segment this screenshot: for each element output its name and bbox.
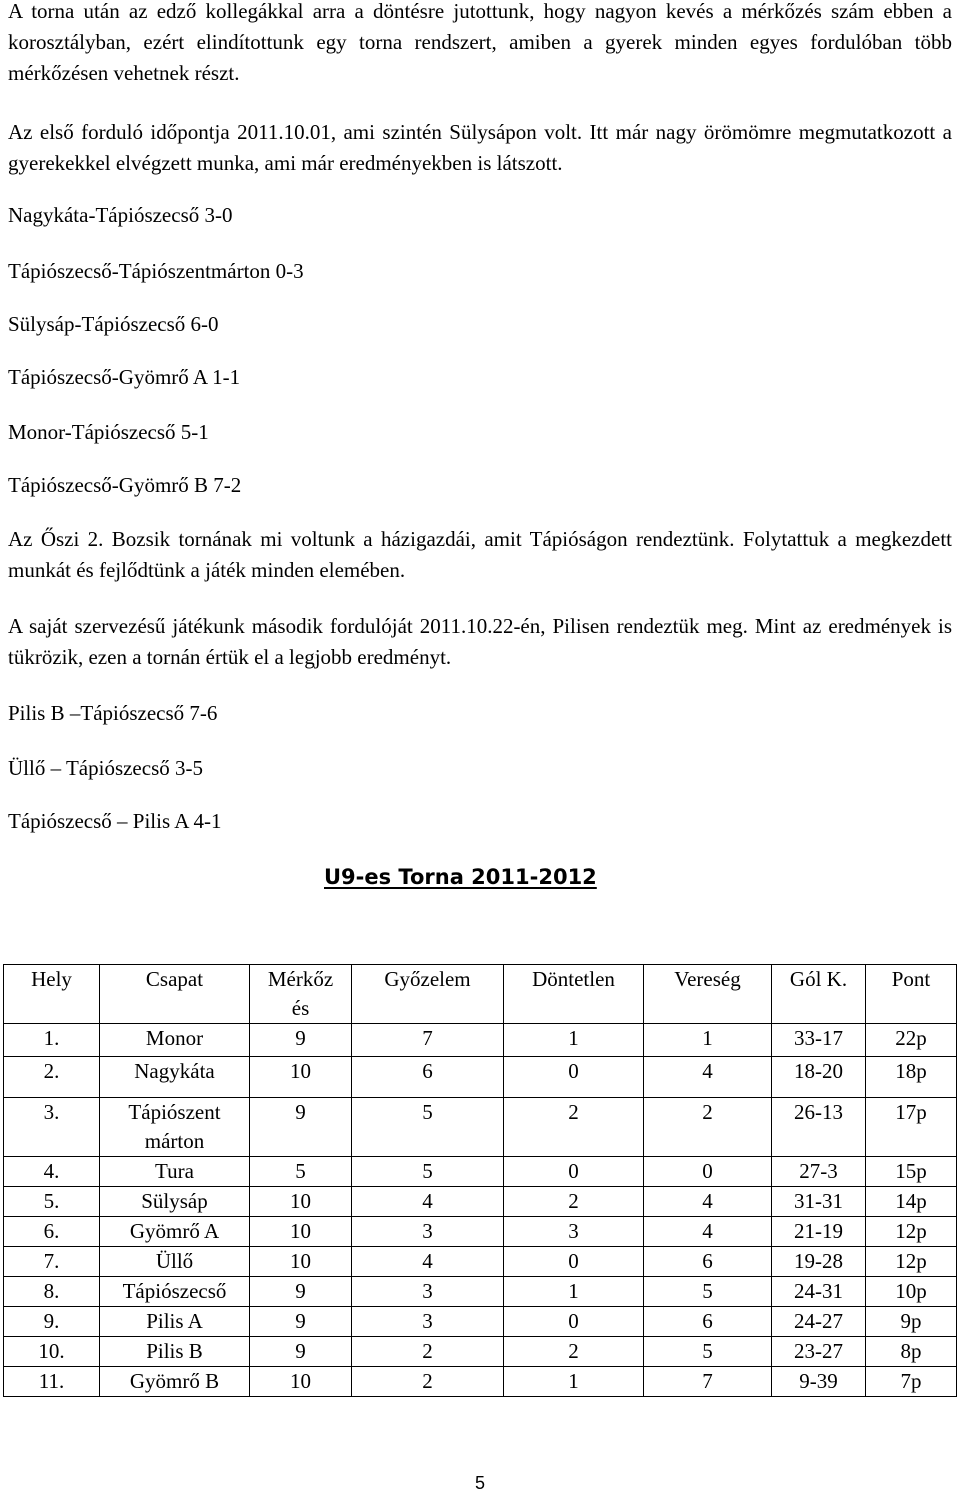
table-cell: 7.: [4, 1247, 100, 1277]
table-cell: 0: [504, 1247, 644, 1277]
table-row: [4, 1337, 957, 1367]
header-cell: Csapat: [100, 965, 250, 1024]
table-cell: 2: [504, 1337, 644, 1367]
paragraph-first-round: Az első forduló időpontja 2011.10.01, ami szintén Sülysápon volt. Itt már nagy örömömre megmutatkozott a gyerekekkel elvégzett munka, ami már eredményekben is látszott.: [8, 120, 952, 175]
table-row: [4, 1157, 957, 1187]
table-cell: Gyömrő B: [100, 1367, 250, 1397]
table-cell: 2: [352, 1367, 504, 1397]
table-cell: 18p: [866, 1057, 957, 1098]
table-cell: Nagykáta: [100, 1057, 250, 1098]
table-row: [4, 1098, 957, 1157]
table-cell: 9: [250, 1307, 352, 1337]
table-cell: Gyömrő A: [100, 1217, 250, 1247]
header-cell: Vereség: [644, 965, 772, 1024]
table-cell: 5: [250, 1157, 352, 1187]
table-row: [4, 1277, 957, 1307]
table-cell: 33-17: [772, 1024, 866, 1057]
table-cell: Pilis B: [100, 1337, 250, 1367]
table-row: [4, 1367, 957, 1397]
table-cell: 24-27: [772, 1307, 866, 1337]
table-cell: 26-13: [772, 1098, 866, 1157]
table-cell: 3: [352, 1277, 504, 1307]
result-line: Tápiószecső-Gyömrő A 1-1: [8, 365, 241, 389]
table-cell: 9: [250, 1277, 352, 1307]
table-cell: 11.: [4, 1367, 100, 1397]
table-cell: 9: [250, 1098, 352, 1157]
table-cell: 3: [352, 1307, 504, 1337]
table-cell: 14p: [866, 1187, 957, 1217]
result-line: Pilis B –Tápiószecső 7-6: [8, 701, 218, 725]
table-cell: 9-39: [772, 1367, 866, 1397]
table-cell: Pilis A: [100, 1307, 250, 1337]
table-cell: 31-31: [772, 1187, 866, 1217]
table-cell: 10: [250, 1217, 352, 1247]
table-cell: 9: [250, 1337, 352, 1367]
table-cell: Tura: [100, 1157, 250, 1187]
table-cell: 19-28: [772, 1247, 866, 1277]
table-cell: 10: [250, 1057, 352, 1098]
table-cell: Tápiószent márton: [100, 1098, 250, 1157]
table-cell: 9: [250, 1024, 352, 1057]
table-row: [4, 1217, 957, 1247]
result-line: Monor-Tápiószecső 5-1: [8, 420, 209, 444]
result-line: Üllő – Tápiószecső 3-5: [8, 756, 203, 780]
table-cell: 2.: [4, 1057, 100, 1098]
header-cell: Hely: [4, 965, 100, 1024]
table-cell: 2: [504, 1187, 644, 1217]
table-cell: 24-31: [772, 1277, 866, 1307]
table-cell: 7: [644, 1367, 772, 1397]
header-cell: Mérkőz és: [250, 965, 352, 1024]
table-cell: 4.: [4, 1157, 100, 1187]
table-cell: 5: [644, 1277, 772, 1307]
table-cell: 6: [644, 1247, 772, 1277]
table-cell: 1: [644, 1024, 772, 1057]
table-cell: 9.: [4, 1307, 100, 1337]
paragraph-second-round: A saját szervezésű játékunk második fordulóját 2011.10.22-én, Pilisen rendeztük meg. Mint az eredmények is tükrözik, ezen a tornán értük el a legjobb eredményt.: [8, 614, 952, 669]
standings-table: [3, 964, 957, 1397]
result-line: Tápiószecső-Tápiószentmárton 0-3: [8, 259, 304, 283]
header-cell: Döntetlen: [504, 965, 644, 1024]
header-cell: Gól K.: [772, 965, 866, 1024]
table-cell: 1: [504, 1024, 644, 1057]
table-cell: 10: [250, 1247, 352, 1277]
table-cell: 4: [644, 1187, 772, 1217]
table-cell: 18-20: [772, 1057, 866, 1098]
table-header-row: [4, 965, 957, 1024]
table-cell: 23-27: [772, 1337, 866, 1367]
table-cell: 12p: [866, 1247, 957, 1277]
table-cell: 0: [504, 1157, 644, 1187]
table-cell: 10: [250, 1187, 352, 1217]
table-cell: 5: [352, 1157, 504, 1187]
table-row: [4, 1247, 957, 1277]
paragraph-tournament-intro: A torna után az edző kollegákkal arra a döntésre jutottunk, hogy nagyon kevés a mérkőzés szám ebben a korosztályban, ezért elindítottunk egy torna rendszert, amiben a gyerek minden egyes fordulóban több mérkőzésen vehetnek részt.: [8, 0, 952, 85]
table-cell: 5: [644, 1337, 772, 1367]
table-cell: 8.: [4, 1277, 100, 1307]
table-cell: 27-3: [772, 1157, 866, 1187]
table-cell: 17p: [866, 1098, 957, 1157]
table-cell: 7p: [866, 1367, 957, 1397]
table-cell: 5.: [4, 1187, 100, 1217]
table-cell: 3.: [4, 1098, 100, 1157]
table-row: [4, 1024, 957, 1057]
table-cell: 21-19: [772, 1217, 866, 1247]
table-cell: 10: [250, 1367, 352, 1397]
table-row: [4, 1057, 957, 1098]
table-cell: 22p: [866, 1024, 957, 1057]
table-cell: 0: [504, 1307, 644, 1337]
table-cell: 3: [352, 1217, 504, 1247]
paragraph-bozsik-tournament: Az Őszi 2. Bozsik tornának mi voltunk a házigazdái, amit Tápióságon rendeztünk. Folytattuk a megkezdett munkát és fejlődtünk a játék minden elemében.: [8, 527, 952, 582]
table-cell: 9p: [866, 1307, 957, 1337]
table-cell: 2: [504, 1098, 644, 1157]
table-cell: 4: [644, 1057, 772, 1098]
table-cell: Sülysáp: [100, 1187, 250, 1217]
page-number: 5: [474, 1473, 485, 1493]
table-cell: 1: [504, 1367, 644, 1397]
table-cell: 4: [644, 1217, 772, 1247]
table-cell: 5: [352, 1098, 504, 1157]
table-cell: 6: [352, 1057, 504, 1098]
result-line: Nagykáta-Tápiószecső 3-0: [8, 203, 233, 227]
table-row: [4, 1187, 957, 1217]
table-cell: 6: [644, 1307, 772, 1337]
table-cell: 1: [504, 1277, 644, 1307]
table-cell: 2: [352, 1337, 504, 1367]
table-cell: 7: [352, 1024, 504, 1057]
table-cell: 15p: [866, 1157, 957, 1187]
table-cell: Monor: [100, 1024, 250, 1057]
table-row: [4, 1307, 957, 1337]
table-cell: 4: [352, 1187, 504, 1217]
table-cell: Üllő: [100, 1247, 250, 1277]
standings-heading: U9-es Torna 2011-2012: [324, 865, 597, 889]
header-cell: Pont: [866, 965, 957, 1024]
table-cell: 8p: [866, 1337, 957, 1367]
table-cell: 10p: [866, 1277, 957, 1307]
result-line: Tápiószecső-Gyömrő B 7-2: [8, 473, 242, 497]
table-cell: 10.: [4, 1337, 100, 1367]
table-cell: 4: [352, 1247, 504, 1277]
table-cell: 12p: [866, 1217, 957, 1247]
result-line: Sülysáp-Tápiószecső 6-0: [8, 312, 219, 336]
table-cell: Tápiószecső: [100, 1277, 250, 1307]
header-cell: Győzelem: [352, 965, 504, 1024]
table-cell: 3: [504, 1217, 644, 1247]
table-cell: 2: [644, 1098, 772, 1157]
table-cell: 0: [504, 1057, 644, 1098]
result-line: Tápiószecső – Pilis A 4-1: [8, 809, 222, 833]
table-cell: 1.: [4, 1024, 100, 1057]
table-cell: 0: [644, 1157, 772, 1187]
table-cell: 6.: [4, 1217, 100, 1247]
